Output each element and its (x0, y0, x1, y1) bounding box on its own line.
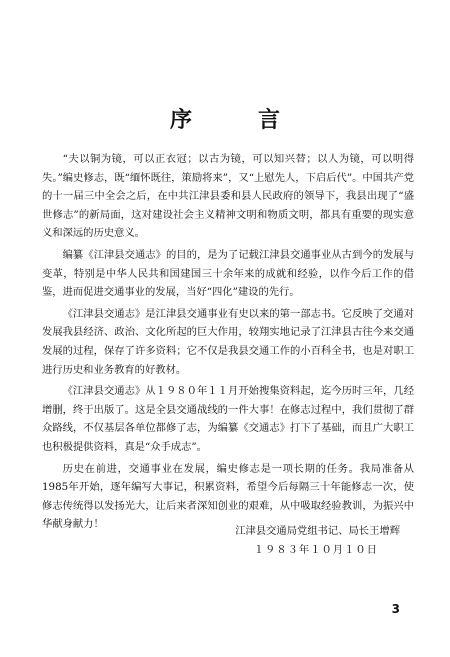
paragraph-1: “夫以铜为镜，可以正衣冠；以古为镜，可以知兴替；以人为镜，可以明得失。”编史修志，既“缅怀既往，策励将来”，又“上慰先人，下启后代”。中国共产党的十一届三中全会之后，在中共江津县委和县人民政府的领导下，我县出现了“盛世修志”的新局面，这对建设社会主义精神文明和物质文明，都具有重要的现实意义和深远的历史意义。 (42, 153, 414, 240)
page-number: 3 (391, 602, 400, 616)
paragraph-4: 《江津县交通志》从１９８０年１１月开始搜集资料起，迄今历时三年，几经增删，终于出版了。这是全县交通战线的一件大事！在修志过程中，我们贯彻了群众路线，不仅基层各单位都修了志，为编纂《交通志》打下了基础，而且广大职工也积极提供资料，真是“众手成志”。 (42, 385, 414, 453)
author-signature: 江津县交通局党组书记、局长王增辉 (235, 525, 400, 537)
page-title: 序 言 (169, 108, 302, 133)
paragraph-3: 《江津县交通志》是江津县交通事业有史以来的第一部志书。它反映了交通对发展我县经济、政治、文化所起的巨大作用，较翔实地记录了江津县古往今来交通发展的过程，保存了许多资料；它不仅是我县交通工作的小百科全书，也是对职工进行历史和业务教育的好教材。 (42, 307, 414, 376)
signature-date: １９８３年１０月１０日 (253, 544, 378, 556)
preface-body (42, 150, 414, 534)
paragraph-5: 历史在前进，交通事业在发展，编史修志是一项长期的任务。我局准备从1985年开始，逐年编写大事记，积累资料，希望今后每隔三十年能修志一次，使修志传统得以发扬光大，让后来者深知创业的艰难，从中吸取经验教训，为振兴中华献身献力！ (42, 462, 414, 531)
paragraph-2: 编纂《江津县交通志》的目的，是为了记载江津县交通事业从古到今的发展与变革，特别是中华人民共和国建国三十余年来的成就和经验，以作今后工作的借鉴，进而促进交通事业的发展，当好“四化”建设的先行。 (42, 248, 414, 299)
